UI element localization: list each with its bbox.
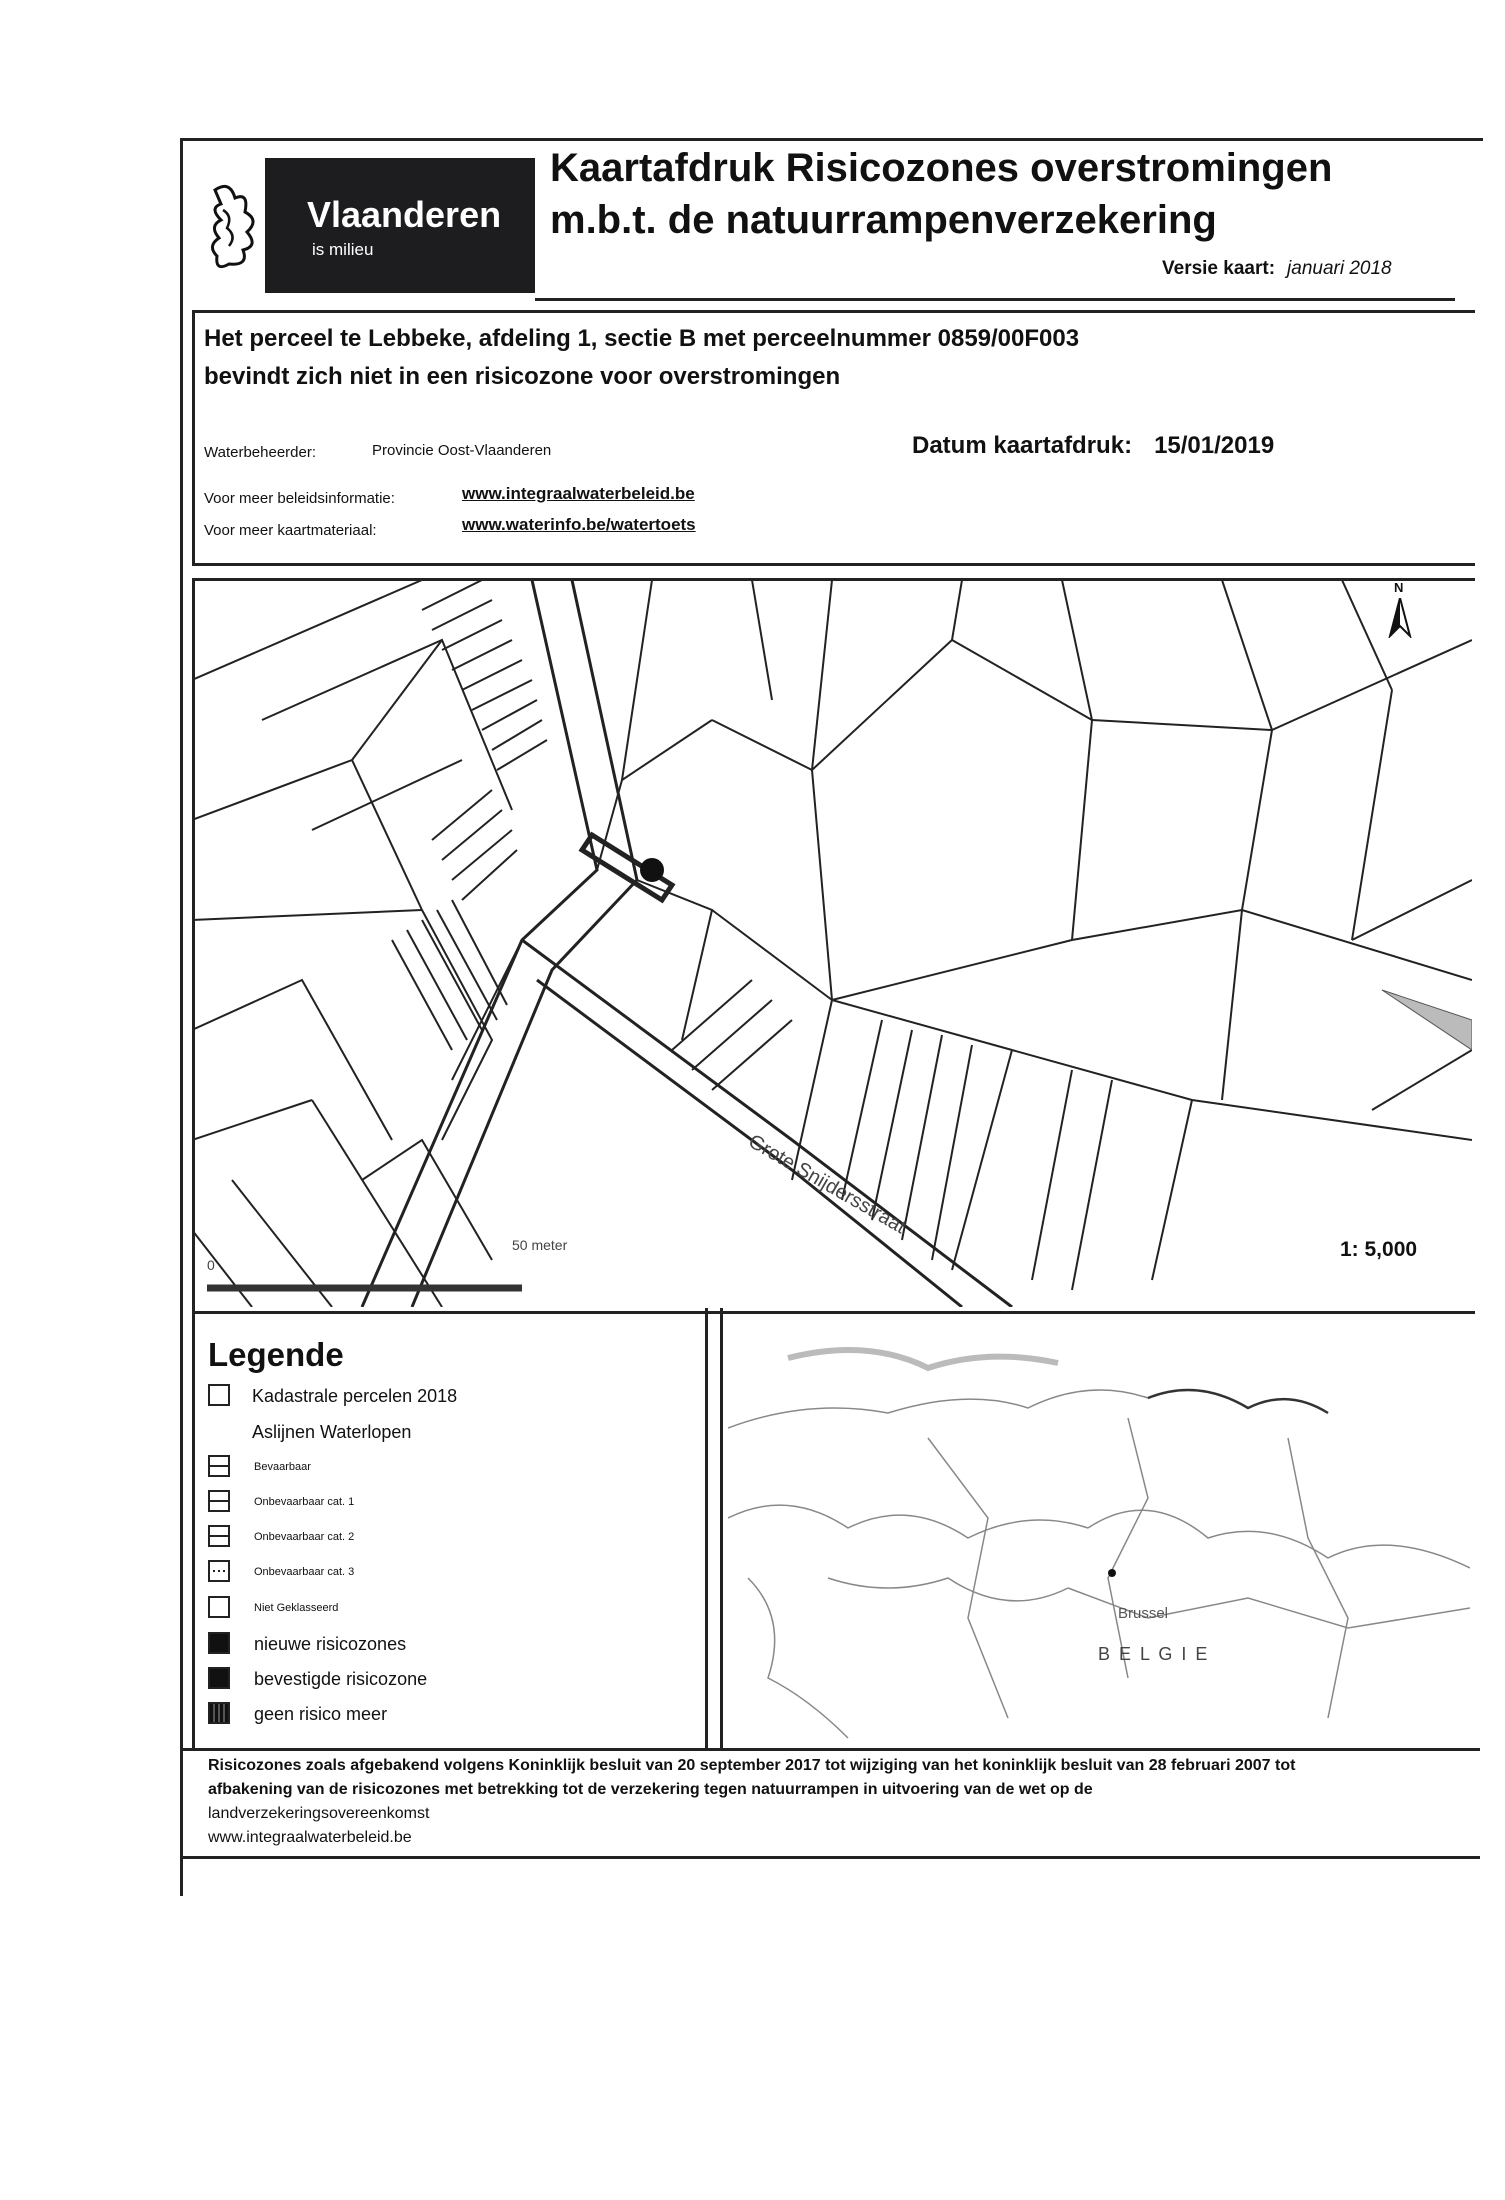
north-arrow-icon — [1380, 580, 1420, 640]
legend-swatch — [208, 1702, 230, 1724]
legend-label: nieuwe risicozones — [254, 1634, 407, 1654]
legend-label: Bevaarbaar — [254, 1461, 311, 1473]
map-scale: 1: 5,000 — [1340, 1238, 1418, 1261]
country-label: B E L G I E — [1098, 1644, 1210, 1664]
legal-footer — [208, 1754, 1295, 1850]
cadastral-map — [192, 580, 1472, 1307]
date-value: 15/01/2019 — [1154, 432, 1275, 459]
header-divider — [535, 298, 1455, 301]
top-border — [180, 138, 1470, 141]
street-label: Grote Snijdersstraat — [744, 1130, 910, 1239]
legend-swatch — [208, 1596, 230, 1618]
city-label: Brussel — [1118, 1605, 1169, 1622]
logo-tagline: is milieu — [312, 240, 374, 259]
overview-map — [728, 1318, 1470, 1740]
bottom-border — [180, 1856, 1480, 1859]
legend-label: Niet Geklasseerd — [254, 1602, 339, 1614]
legend-swatch — [208, 1667, 230, 1689]
waterbeheerder-value: Provincie Oost-Vlaanderen — [372, 442, 552, 459]
parcel-line-2: bevindt zich niet in een risicozone voor overstromingen — [204, 363, 841, 390]
north-label: N — [1394, 580, 1404, 595]
kaart-label: Voor meer kaartmateriaal: — [204, 522, 377, 539]
parcel-line-1: Het perceel te Lebbeke, afdeling 1, sectie B met perceelnummer 0859/00F003 — [204, 325, 1080, 352]
version-label: Versie kaart: — [1162, 258, 1276, 279]
legend-label: Onbevaarbaar cat. 2 — [254, 1531, 355, 1543]
legend-label: Aslijnen Waterlopen — [252, 1422, 412, 1442]
date-label: Datum kaartafdruk: — [912, 432, 1133, 459]
parcel-statement — [204, 320, 1079, 396]
title-line-2: m.b.t. de natuurrampenverzekering — [550, 198, 1217, 242]
scalebar-start: 0 — [207, 1257, 215, 1273]
flemish-lion-icon — [205, 180, 263, 275]
title-line-1: Kaartafdruk Risicozones overstromingen — [550, 146, 1333, 190]
version-value: januari 2018 — [1287, 258, 1392, 279]
logo-name: Vlaanderen — [307, 194, 502, 235]
legend-swatch — [208, 1384, 230, 1406]
kaart-link[interactable]: www.waterinfo.be/watertoets — [462, 515, 696, 534]
page-title — [550, 142, 1332, 246]
legend-label: geen risico meer — [254, 1704, 388, 1724]
footer-line-1: Risicozones zoals afgebakend volgens Koninklijk besluit van 20 september 2017 tot wijziging van het koninklijk besluit van 28 februari 2007 tot — [208, 1757, 1296, 1774]
subject-parcel-marker — [640, 858, 664, 882]
legend-swatch — [208, 1455, 230, 1477]
footer-link[interactable]: www.integraalwaterbeleid.be — [208, 1829, 412, 1846]
footer-line-3: landverzekeringsovereenkomst — [208, 1805, 430, 1822]
legend-label: Onbevaarbaar cat. 3 — [254, 1566, 355, 1578]
footer-divider — [180, 1748, 1480, 1751]
location-dot — [1108, 1569, 1116, 1577]
vlaanderen-logo — [265, 158, 535, 293]
beleid-link[interactable]: www.integraalwaterbeleid.be — [462, 484, 695, 503]
legend-label: Kadastrale percelen 2018 — [252, 1386, 458, 1406]
footer-line-2: afbakening van de risicozones met betrekking tot de verzekering tegen natuurrampen in uitvoering van de wet op de — [208, 1781, 1093, 1798]
scalebar-end: 50 meter — [512, 1237, 568, 1253]
print-date — [912, 432, 1274, 460]
legend-swatch — [208, 1560, 230, 1582]
legend-swatch — [208, 1525, 230, 1547]
legend-swatch — [208, 1490, 230, 1512]
waterbeheerder-label: Waterbeheerder: — [204, 444, 317, 461]
legend-label: bevestigde risicozone — [254, 1669, 428, 1689]
legend-swatch — [208, 1632, 230, 1654]
legend-title: Legende — [208, 1336, 344, 1373]
beleid-label: Voor meer beleidsinformatie: — [204, 490, 395, 507]
map-version — [1162, 258, 1392, 280]
legend-label: Onbevaarbaar cat. 1 — [254, 1496, 355, 1508]
